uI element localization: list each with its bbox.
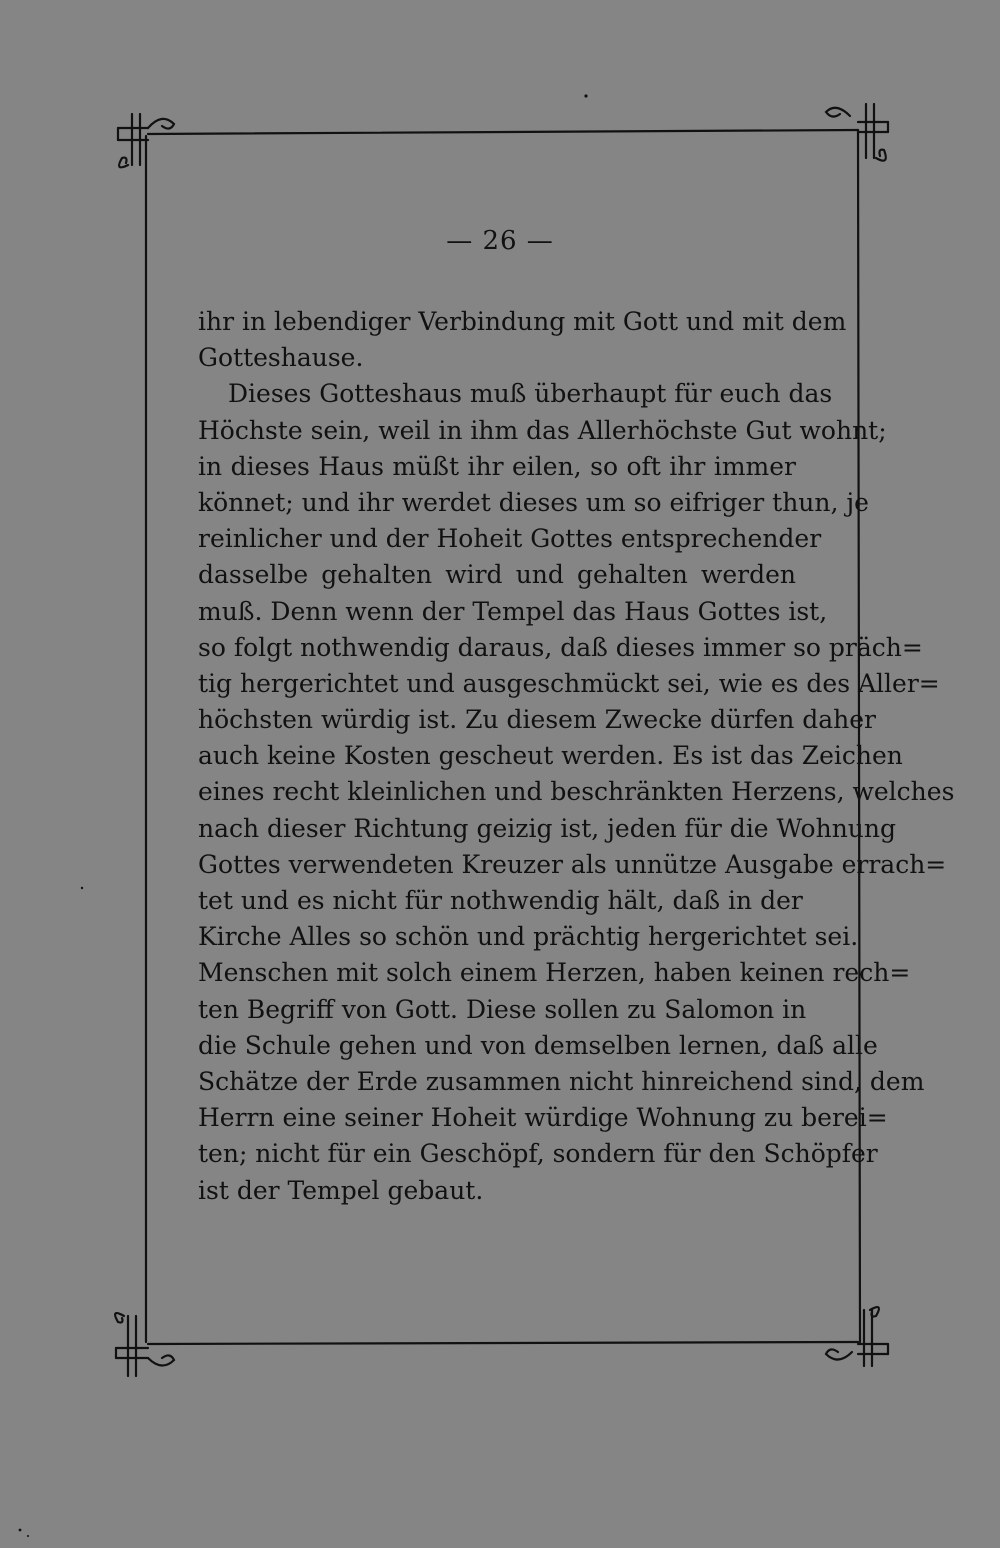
text-line: dasselbe gehalten wird und gehalten werden	[198, 560, 796, 590]
text-line: Gotteshause.	[198, 343, 364, 373]
text-line: tig hergerichtet und ausgeschmückt sei, wie es des Aller=	[198, 668, 940, 698]
text-line: könnet; und ihr werdet dieses um so eifriger thun, je	[198, 487, 869, 517]
text-line: Kirche Alles so schön und prächtig hergerichtet sei.	[198, 922, 859, 952]
text-line: eines recht kleinlichen und beschränkten Herzens, welches	[198, 777, 955, 807]
text-line: ten Begriff von Gott. Diese sollen zu Salomon in	[198, 994, 807, 1024]
text-line: Dieses Gotteshaus muß überhaupt für euch das	[228, 379, 833, 409]
text-line: ten; nicht für ein Geschöpf, sondern für den Schöpfer	[198, 1139, 878, 1169]
text-line: Menschen mit solch einem Herzen, haben keinen rech=	[198, 958, 911, 988]
text-line: Schätze der Erde zusammen nicht hinreichend sind, dem	[198, 1066, 925, 1096]
text-line: Gottes verwendeten Kreuzer als unnütze Ausgabe errach=	[198, 849, 947, 879]
text-line: die Schule gehen und von demselben lernen, daß alle	[198, 1030, 878, 1060]
text-line: Höchste sein, weil in ihm das Allerhöchste Gut wohnt;	[198, 415, 887, 445]
text-line: ist der Tempel gebaut.	[198, 1175, 484, 1205]
text-line: tet und es nicht für nothwendig hält, daß in der	[198, 886, 803, 915]
text-line: ihr in lebendiger Verbindung mit Gott und mit dem	[198, 307, 847, 336]
border-bottom-line	[148, 1342, 858, 1344]
text-line: höchsten würdig ist. Zu diesem Zwecke dürfen daher	[198, 705, 876, 735]
page-number: — 26 —	[446, 226, 554, 256]
text-line: auch keine Kosten gescheut werden. Es ist das Zeichen	[198, 741, 903, 771]
border-top-line	[148, 130, 858, 134]
body-text	[198, 304, 955, 1209]
text-line: nach dieser Richtung geizig ist, jeden für die Wohnung	[198, 813, 897, 843]
text-line: Herrn eine seiner Hoheit würdige Wohnung zu berei=	[198, 1103, 888, 1133]
text-line: so folgt nothwendig daraus, daß dieses immer so präch=	[198, 632, 923, 662]
text-line: in dieses Haus müßt ihr eilen, so oft ihr immer	[198, 451, 796, 481]
corner-ornament-bottom-right	[826, 1307, 888, 1366]
text-line: muß. Denn wenn der Tempel das Haus Gottes ist,	[198, 596, 828, 626]
text-line: reinlicher und der Hoheit Gottes entsprechender	[198, 524, 822, 554]
